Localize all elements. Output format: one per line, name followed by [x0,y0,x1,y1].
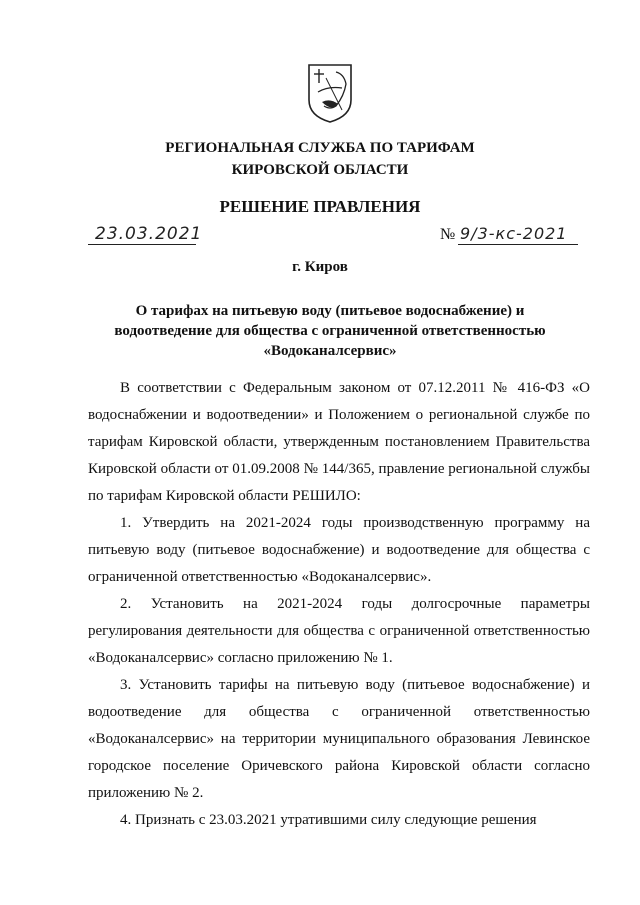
coat-of-arms-emblem [306,62,354,124]
date-underline [88,244,196,245]
document-subject: О тарифах на питьевую воду (питьевое водоснабжение) и водоотведение для общества с ограниченной ответственностью «Водоканалсервис» [114,303,546,359]
document-title: РЕШЕНИЕ ПРАВЛЕНИЯ [219,197,421,216]
number-underline [458,244,578,245]
document-date: 23.03.2021 [95,224,203,244]
item-paragraph-1: 1. Утвердить на 2021-2024 годы производственную программу на питьевую воду (питьевое водоснабжение) и водоотведение для общества с ограниченной ответственностью «Водоканалсервис». [88,515,590,585]
document-body [88,375,590,834]
item-paragraph-2: 2. Установить на 2021-2024 годы долгосрочные параметры регулирования деятельности для общества с ограниченной ответственностью «Водоканалсервис» согласно приложению № 1. [88,596,590,666]
organization-name: РЕГИОНАЛЬНАЯ СЛУЖБА ПО ТАРИФАМ [165,140,475,156]
document-number: 9/3-кс-2021 [460,224,568,243]
item-paragraph-4: 4. Признать с 23.03.2021 утратившими силу следующие решения [120,812,537,828]
organization-region: КИРОВСКОЙ ОБЛАСТИ [231,162,409,178]
item-paragraph-3: 3. Установить тарифы на питьевую воду (питьевое водоснабжение) и водоотведение для общества с ограниченной ответственностью «Водоканалсервис» на территории муниципального образования Левинское городское поселение Оричевского района Кировской области согласно приложению № 2. [88,677,590,801]
number-sign: № [440,226,456,243]
preamble-paragraph: В соответствии с Федеральным законом от 07.12.2011 № 416-ФЗ «О водоснабжении и водоотведении» и Положением о региональной службе по тарифам Кировской области, утвержденным постановлением Правительства Кировской области от 01.09.2008 № 144/365, правление региональной службы по тарифам Кировской области РЕШИЛО: [88,380,590,504]
city-label: г. Киров [292,259,348,275]
